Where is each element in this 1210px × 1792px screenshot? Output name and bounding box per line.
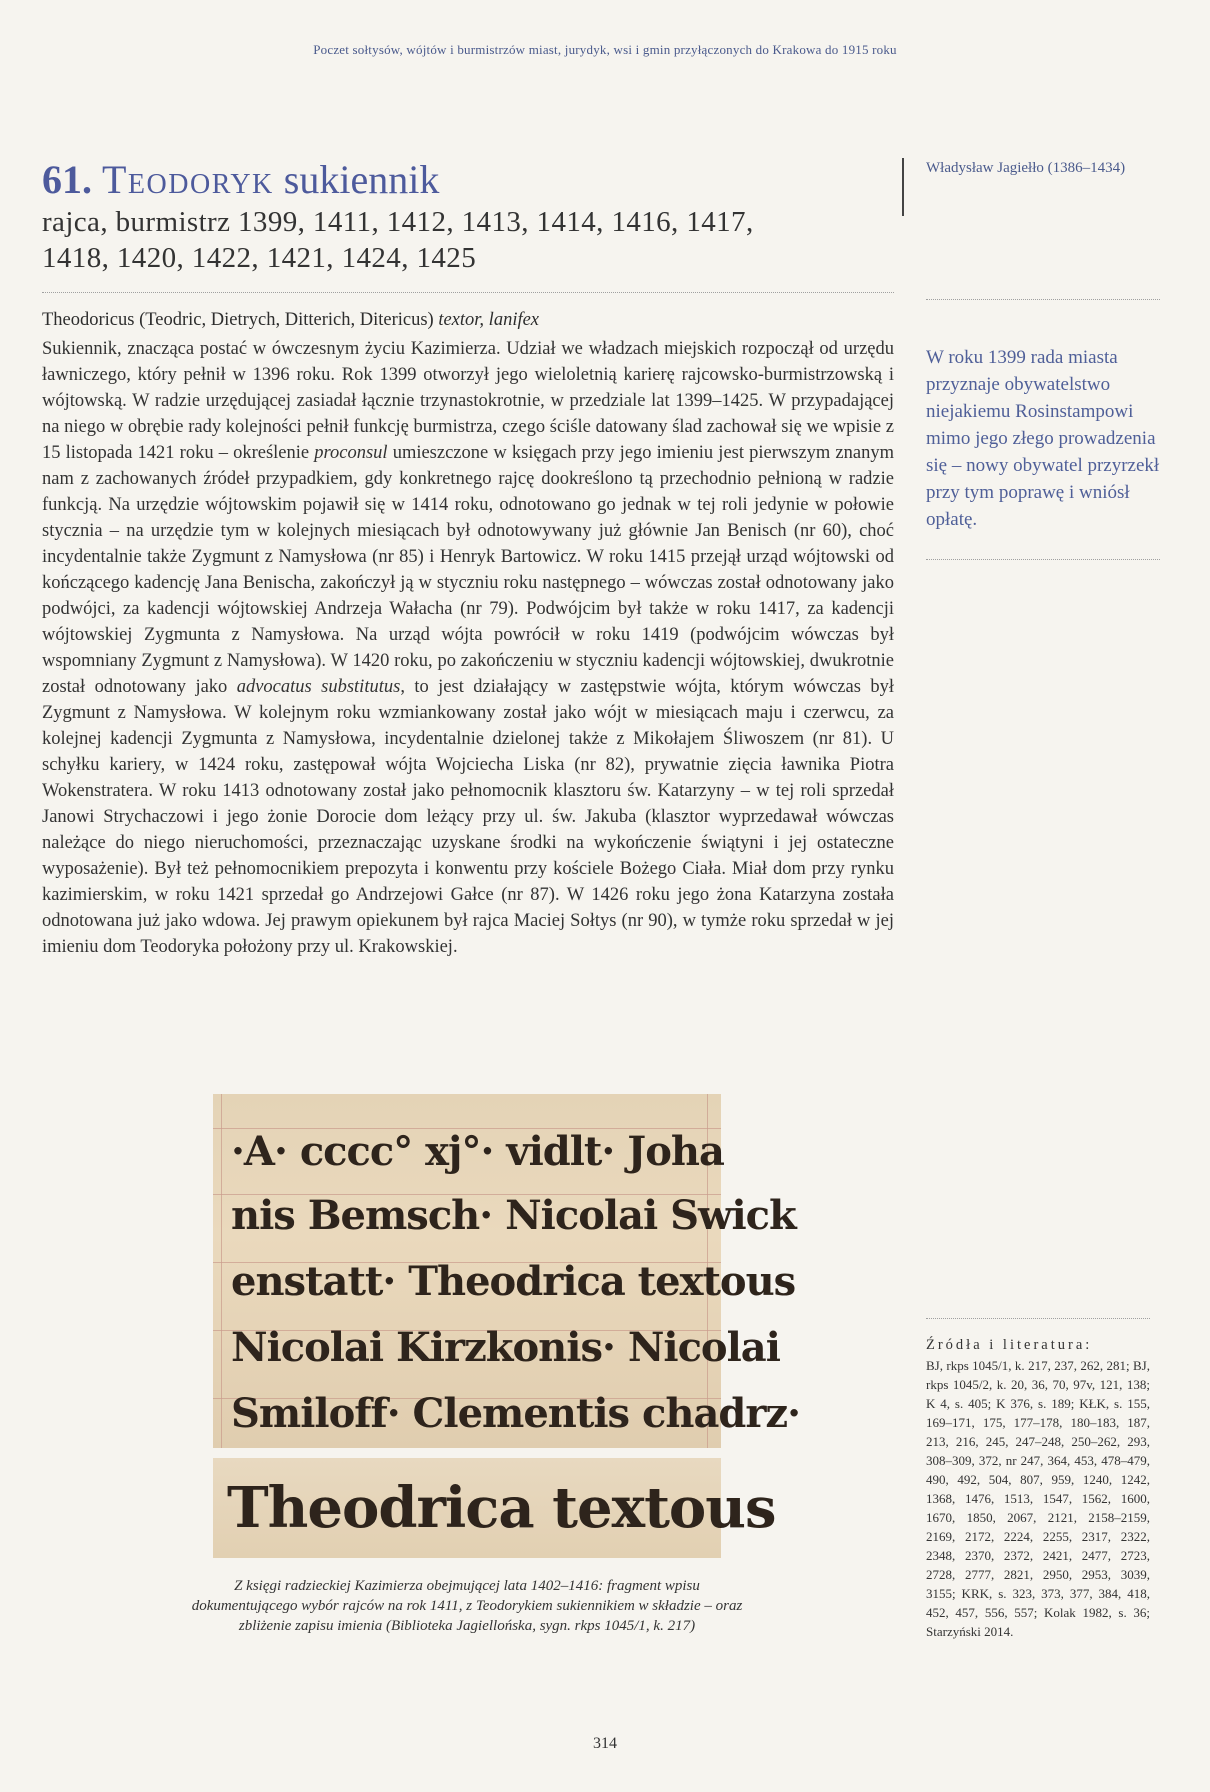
manuscript-line: ·A· cccc° xj°· vidlt· Joha (231, 1128, 724, 1175)
entry-number: 61. (42, 157, 92, 202)
manuscript-image (213, 1094, 801, 1458)
subtitle-line-1: rajca, burmistrz 1399, 1411, 1412, 1413, 1414, 1416, 1417, (42, 206, 754, 238)
manuscript-fragment (213, 1094, 801, 1448)
variants-text: Theodoricus (Teodric, Dietrych, Ditterich, Ditericus) (42, 310, 434, 330)
entry-main (42, 158, 894, 960)
sources-block (926, 1318, 1150, 1641)
manuscript-closeup (213, 1458, 776, 1558)
running-header: Poczet sołtysów, wójtów i burmistrzów miast, jurydyk, wsi i gmin przyłączonych do Krakowa do 1915 roku (313, 42, 897, 57)
sidebar (926, 160, 1160, 560)
sidebar-divider (926, 299, 1160, 300)
manuscript-line: nis Bemsch· Nicolai Swick (231, 1192, 796, 1239)
sources-text: BJ, rkps 1045/1, k. 217, 237, 262, 281; BJ, rkps 1045/2, k. 20, 36, 70, 97v, 121, 138; K 4, s. 405; K 376, s. 189; KŁK, s. 155, 169–171, 175, 177–178, 180–183, 187, 213, 216, 245, 247–248, 250–262, 293, 308–309, 372, nr 247, 364, 453, 478–479, 490, 492, 504, 807, 959, 1240, 1242, 1368, 1476, 1513, 1547, 1562, 1600, 1670, 1850, 2067, 2121, 2158–2159, 2169, 2172, 2224, 2255, 2317, 2322, 2348, 2370, 2372, 2421, 2477, 2723, 2728, 2777, 2821, 2950, 2953, 3039, 3155; KRK, s. 323, 373, 377, 384, 418, 452, 457, 556, 557; Kolak 1982, s. 36; Starzyński 2014. (926, 1358, 1150, 1639)
manuscript-line: Nicolai Kirzkonis· Nicolai (231, 1324, 780, 1371)
entry-name: Teodoryk (102, 157, 274, 202)
divider (42, 292, 894, 293)
page-number: 314 (593, 1735, 617, 1752)
manuscript-line: Smiloff· Clementis chadrz· (231, 1390, 801, 1437)
subtitle-line-2: 1418, 1420, 1422, 1421, 1424, 1425 (42, 242, 477, 274)
entry-subtitle (42, 204, 894, 276)
name-variants (42, 309, 894, 332)
sidebar-divider-2 (926, 559, 1160, 560)
sources-divider (926, 1318, 1150, 1319)
sources-title: Źródła i literatura: (926, 1337, 1093, 1353)
manuscript-closeup-text: Theodrica textous (227, 1475, 776, 1541)
ruler-label: Władysław Jagiełło (1386–1434) (926, 160, 1126, 176)
sidebar-rule (902, 158, 904, 216)
entry-surname: sukiennik (283, 157, 440, 202)
figure-caption: Z księgi radzieckiej Kazimierza obejmującej lata 1402–1416: fragment wpisu dokumentującego wybór rajców na rok 1411, z Teodorykiem sukiennikiem w składzie – oraz zbliżenie zapisu imienia (Biblioteka Jagiellońska, sygn. rkps 1045/1, k. 217) (191, 1578, 743, 1634)
entry-body: Sukiennik, znacząca postać w ówczesnym życiu Kazimierza. Udział we władzach miejskich rozpoczął od urzędu ławniczego, który pełnił w 1396 roku. Rok 1399 otworzył jego wieloletnią karierę rajcowsko-burmistrzowską i wójtowską. W radzie urzędującej zasiadał łącznie trzynastokrotnie, w przedziale lat 1399–1425. W przypadającej na niego w obrębie rady kolejności pełnił funkcję burmistrza, czego ściśle datowany ślad zachował się we wpisie z 15 listopada 1421 roku – określenie proconsul umieszczone w księgach przy jego imieniu jest pierwszym znanym nam z zachowanych źródeł przypadkiem, gdy konkretnego rajcę dookreślono tą przechodnio pełnioną w radzie funkcją. Na urzędzie wójtowskim pojawił się w 1414 roku, odnotowano go jednak w tej roli jedynie w połowie stycznia – na urzędzie tym w kolejnych miesiącach był odnotowywany już głównie Jan Benisch (nr 60), choć incydentalnie także Zygmunt z Namysłowa (nr 85) i Henryk Bartowicz. W roku 1415 przejął urząd wójtowski od kończącego kadencję Jana Benischa, zakończył ją w styczniu roku następnego – wówczas został odnotowany jako podwójci, za kadencji wójtowskiej Andrzeja Wałacha (nr 79). Podwójcim był także w roku 1417, za kadencji wójtowskiej Zygmunta z Namysłowa. Na urząd wójta powrócił w roku 1419 (podwójcim wówczas był wspomniany Zygmunt z Namysłowa). W 1420 roku, po zakończeniu w styczniu kadencji wójtowskiej, dwukrotnie został odnotowany jako advocatus substitutus, to jest działający w zastępstwie wójta, którym wówczas był Zygmunt z Namysłowa. W kolejnym roku wzmiankowany został jako wójt w miesiącach maju i czerwcu, za kolejnej kadencji Zygmunta z Namysłowa, incydentalnie dzielonej także z Mikołajem Śliwoszem (nr 81). U schyłku kariery, w 1424 roku, zastępował wójta Wojciecha Liska (nr 82), prywatnie zięcia ławnika Piotra Wokenstratera. W roku 1413 odnotowany został jako pełnomocnik klasztoru św. Katarzyny – w tej roli sprzedał Janowi Strychaczowi i jego żonie Dorocie dom leżący przy ul. św. Jakuba (klasztor wyprzedawał wówczas należące do niego nieruchomości, przeznaczając uzyskane środki na wykończenie świątyni i jej ostateczne wyposażenie). Był też pełnomocnikiem prepozyta i konwentu przy kościele Bożego Ciała. Miał dom przy rynku kazimierskim, w roku 1421 sprzedał go Andrzejowi Gałce (nr 87). W 1426 roku jego żona Katarzyna została odnotowana już jako wdowa. Jej prawym opiekunem był rajca Maciej Sołtys (nr 90), w tymże roku sprzedał w jej imieniu dom Teodoryka położony przy ul. Krakowskiej. (42, 339, 894, 957)
variants-latin: textor, lanifex (438, 310, 540, 330)
sidebar-note: W roku 1399 rada miasta przyznaje obywatelstwo niejakiemu Rosinstampowi mimo jego złego prowadzenia się – nowy obywatel przyrzekł przy tym poprawę i wniósł opłatę. (926, 347, 1160, 530)
entry-title (42, 158, 894, 202)
manuscript-line: enstatt· Theodrica textous (231, 1258, 796, 1305)
